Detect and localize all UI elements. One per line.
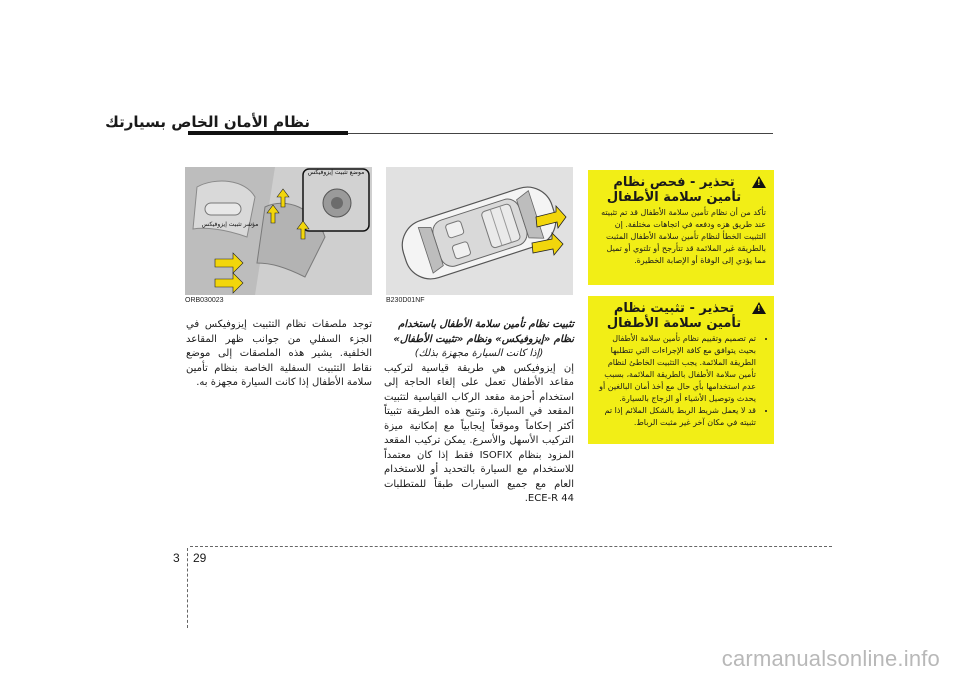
warning-title: تحذير - تثبيت نظام تأمين سلامة الأطفال xyxy=(606,301,742,331)
isofix-labels-section xyxy=(186,318,372,391)
seat-photo-figure xyxy=(185,167,372,295)
warning-box-check xyxy=(588,170,774,285)
page-header-title: نظام الأمان الخاص بسيارتك xyxy=(105,113,310,131)
warning-title: تحذير - فحص نظام تأمين سلامة الأطفال xyxy=(606,175,742,205)
car-topview-drawing xyxy=(386,167,573,295)
section-body: توجد ملصقات نظام التثبيت إيزوفيكس في الجزء السفلي من جوانب ظهر المقاعد الخلفية. يشير هذه الملصقات إلى موضع نقاط التثبيت السفلية الخاصة بنظام تأمين سلامة الأطفال إذا كانت السيارة مجهزة به. xyxy=(186,319,372,388)
section-number: 3 xyxy=(173,551,180,565)
figure-label-isofix-indicator: مؤشر تثبيت إيزوفيكس xyxy=(201,221,259,228)
warning-bullet: • تم تصميم وتقييم نظام تأمين سلامة الأطفال بحيث يتوافق مع كافة الإجراءات التي تتطلبها الطريقة الملائمة. يجب التثبيت الخاطئ لنظام تأمين سلامة الأطفال بالطريقة الملائمة، بسبب عدم استخدامها بأي حال مع أخذ أمان البالغين أو يحدث وتوصيل الأشياء أو الزجاج بالسيارة. xyxy=(596,333,756,405)
seat-photo-drawing xyxy=(185,167,372,295)
warning-bullets xyxy=(596,333,766,429)
figure-code: ORB030023 xyxy=(185,297,224,304)
warning-bullet: • قد لا يعمل شريط الربط بالشكل الملائم إذا تم تثبيته في مكان آخر غير مثبت الرباط. xyxy=(596,405,756,429)
footer-divider xyxy=(187,548,188,628)
footer-rule xyxy=(190,546,832,547)
header-rule-thick xyxy=(188,131,348,135)
car-topview-figure xyxy=(386,167,573,295)
isofix-installation-section xyxy=(384,318,574,507)
section-body: إن إيزوفيكس هي طريقة قياسية لتركيب مقاعد الأطفال تعمل على إلغاء الحاجة إلى استخدام أحزمة مقعد الركاب القياسية لتثبيت المقعد في السيارة. وتتيح هذه الطريقة تثبيتاً أكثر إحكاماً وموقعاً إيجابياً مع إمكانية ميزة التركيب الأسهل والأسرع. يمكن تركيب المقعد المزود بنظام ISOFIX فقط إذا كان معتمداً للاستخدام مع السيارة بالتحديد أو للاستخدام العام مع جميع السيارات طبقاً للمتطلبات ECE-R 44. xyxy=(384,362,574,504)
warning-body: تأكد من أن نظام تأمين سلامة الأطفال قد تم تثبيته عند طريق هزه ودفعه في اتجاهات مختلفة. إن التثبيت الخطأ لنظام تأمين سلامة الأطفال المثبت بالطريقة غير الملائمة قد تتأرجح أو تلتوي أو تميل مما يؤدي إلى الوفاة أو الإصابة الخطيرة. xyxy=(601,208,766,265)
header-rule-thin xyxy=(348,133,773,134)
warning-triangle-icon: ! xyxy=(752,176,766,188)
warning-box-install xyxy=(588,296,774,444)
section-heading: تثبيت نظام تأمين سلامة الأطفال باستخدام نظام «إيزوفيكس» ونظام «تثبيت الأطفال» xyxy=(393,319,574,345)
page-number: 29 xyxy=(193,551,207,565)
figure-code: B230D01NF xyxy=(386,297,425,304)
watermark-text: carmanualsonline.info xyxy=(721,646,940,671)
figure-label-isofix-position: موضع تثبيت إيزوفيكس xyxy=(307,169,365,176)
warning-triangle-icon: ! xyxy=(752,302,766,314)
section-subheading: (إذا كانت السيارة مجهزة بذلك) xyxy=(414,348,544,359)
